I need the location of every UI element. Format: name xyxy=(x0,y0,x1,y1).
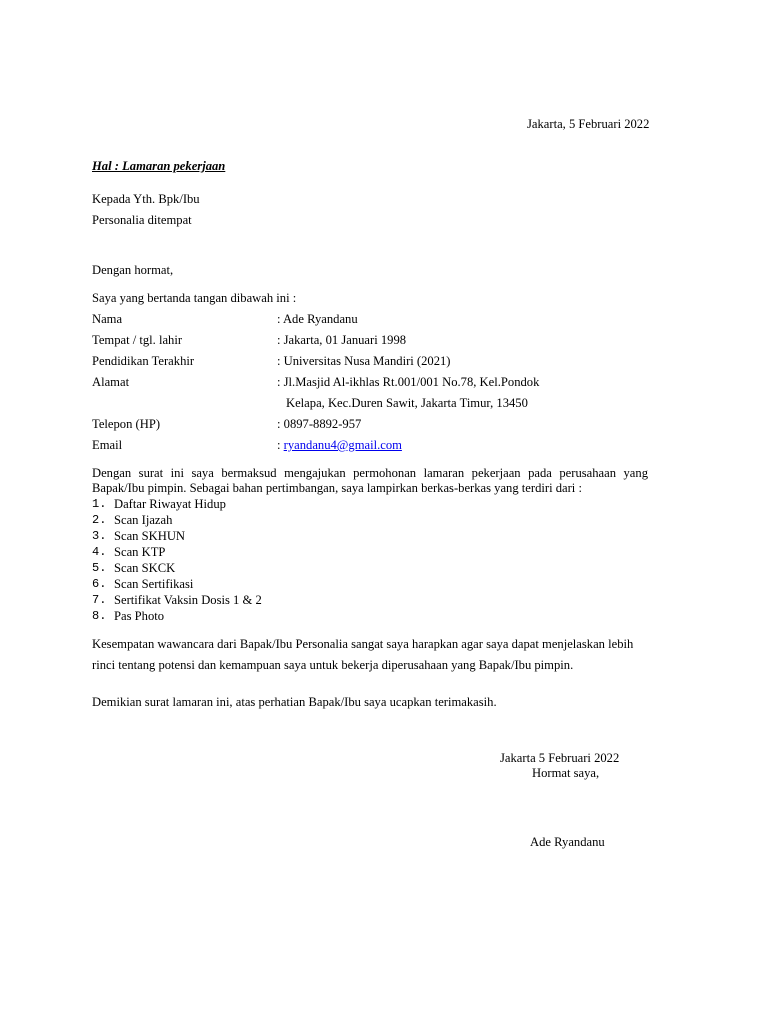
signature-name: Ade Ryandanu xyxy=(530,835,605,849)
list-text: Scan KTP xyxy=(114,545,166,559)
list-item xyxy=(92,560,262,576)
intro-text: Saya yang bertanda tangan dibawah ini : xyxy=(92,291,297,305)
list-item xyxy=(92,608,262,624)
list-item xyxy=(92,576,262,592)
recipient-line-1: Kepada Yth. Bpk/Ibu xyxy=(92,192,200,206)
signature-date: Jakarta 5 Februari 2022 xyxy=(500,751,620,765)
field-value-pendidikan: : Universitas Nusa Mandiri (2021) xyxy=(277,354,451,368)
list-item xyxy=(92,544,262,560)
field-value-ttl: : Jakarta, 01 Januari 1998 xyxy=(277,333,407,347)
closing-line-2: rinci tentang potensi dan kemampuan saya untuk bekerja diperusahaan yang Bapak/Ibu pimpin. xyxy=(92,658,574,672)
attachment-list xyxy=(92,496,262,624)
email-prefix: : xyxy=(277,438,284,452)
field-label-telepon: Telepon (HP) xyxy=(92,417,161,431)
field-label-alamat: Alamat xyxy=(92,375,130,389)
list-number: 3. xyxy=(92,529,107,543)
list-item xyxy=(92,496,262,512)
field-label-ttl: Tempat / tgl. lahir xyxy=(92,333,183,347)
field-value-alamat-line2: Kelapa, Kec.Duren Sawit, Jakarta Timur, 13450 xyxy=(286,396,528,410)
body-line-2: Bapak/Ibu pimpin. Sebagai bahan pertimbangan, saya lampirkan berkas-berkas yang terdiri dari : xyxy=(92,481,582,495)
field-label-pendidikan: Pendidikan Terakhir xyxy=(92,354,195,368)
field-value-alamat-line1: : Jl.Masjid Al-ikhlas Rt.001/001 No.78, Kel.Pondok xyxy=(277,375,540,389)
body-paragraph xyxy=(92,465,648,481)
list-number: 6. xyxy=(92,577,107,591)
field-value-telepon: : 0897-8892-957 xyxy=(277,417,362,431)
list-number: 1. xyxy=(92,497,107,511)
letter-subject: Hal : Lamaran pekerjaan xyxy=(92,159,226,173)
list-item xyxy=(92,512,262,528)
closing-line-1: Kesempatan wawancara dari Bapak/Ibu Personalia sangat saya harapkan agar saya dapat menjelaskan lebih xyxy=(92,637,634,651)
signature-salutation: Hormat saya, xyxy=(532,766,600,780)
list-text: Scan SKCK xyxy=(114,561,176,575)
list-number: 7. xyxy=(92,593,107,607)
letter-date: Jakarta, 5 Februari 2022 xyxy=(527,117,650,131)
field-label-nama: Nama xyxy=(92,312,123,326)
list-number: 2. xyxy=(92,513,107,527)
list-text: Sertifikat Vaksin Dosis 1 & 2 xyxy=(114,593,262,607)
email-link[interactable]: ryandanu4@gmail.com xyxy=(283,438,402,452)
recipient-line-2: Personalia ditempat xyxy=(92,213,192,227)
list-text: Pas Photo xyxy=(114,609,165,623)
list-text: Scan Sertifikasi xyxy=(114,577,194,591)
greeting: Dengan hormat, xyxy=(92,263,174,277)
body-line-1: Dengan surat ini saya bermaksud mengajukan permohonan lamaran pekerjaan pada perusahaan yang xyxy=(92,466,648,480)
list-text: Daftar Riwayat Hidup xyxy=(114,497,226,511)
list-item xyxy=(92,528,262,544)
field-value-nama: : Ade Ryandanu xyxy=(277,312,358,326)
list-number: 5. xyxy=(92,561,107,575)
list-number: 4. xyxy=(92,545,107,559)
list-text: Scan SKHUN xyxy=(114,529,186,543)
closing-remark: Demikian surat lamaran ini, atas perhatian Bapak/Ibu saya ucapkan terimakasih. xyxy=(92,695,497,709)
list-text: Scan Ijazah xyxy=(114,513,173,527)
field-value-email xyxy=(277,438,402,453)
list-item xyxy=(92,592,262,608)
list-number: 8. xyxy=(92,609,107,623)
field-label-email: Email xyxy=(92,438,123,452)
